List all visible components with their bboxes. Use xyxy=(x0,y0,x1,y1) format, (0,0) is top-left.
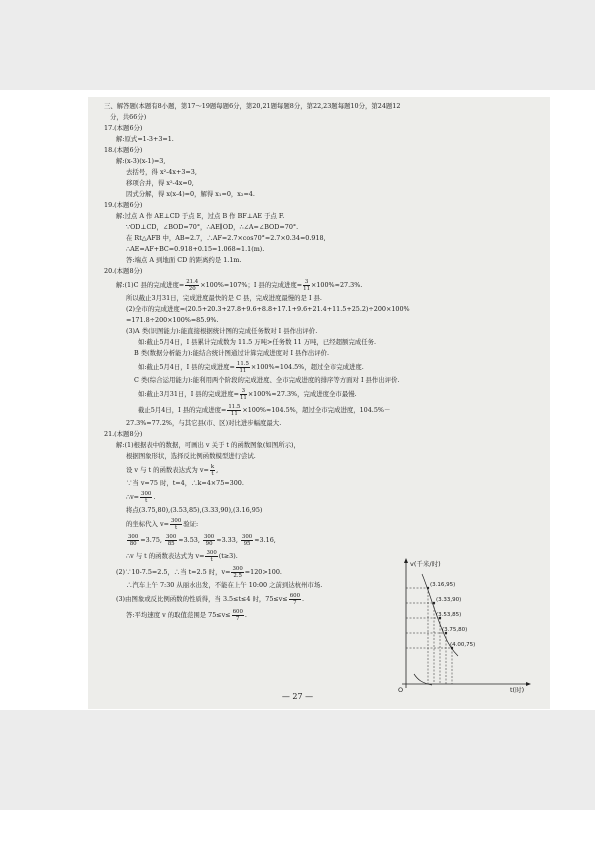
q19-line: 答:端点 A 到地面 CD 的距离约是 1.1m. xyxy=(126,256,242,264)
fraction: $\frac{300}{80}$ xyxy=(128,533,139,547)
page-number: — 27 — xyxy=(281,692,314,701)
q18-line: 因式分解，得 x(x-4)=0，解得 x₁=0，x₂=4. xyxy=(126,190,255,198)
q18-title: 18.(本题6分) xyxy=(104,146,143,154)
q21-line: (3)由图象或反比例函数的性质得，当 3.5≤t≤4 时，75≤v≤ $\frac{600}{7}$ . xyxy=(116,592,305,606)
q18-line: 移项合并，得 x²-4x=0, xyxy=(126,179,194,187)
velocity-time-graph xyxy=(392,556,532,694)
origin-label: O xyxy=(398,686,404,694)
point-group xyxy=(406,642,475,684)
fraction: $\frac{300}{85}$ xyxy=(165,533,177,547)
q21-line: ∴v= $\frac{300}{t}$ . xyxy=(126,490,156,504)
point-label: (4.00,75) xyxy=(450,642,476,648)
q20-line: C 类(综合运用能力):能利用两个阶段的完成进度、全市完成进度的排序等方面对 I 县作出评价. xyxy=(134,376,400,384)
q19-title: 19.(本题6分) xyxy=(104,201,143,209)
q20-title: 20.(本题8分) xyxy=(104,267,143,275)
t-axis-arrow xyxy=(526,682,531,686)
q20-line: 截止5月4日，I 县的完成进度= $\frac{11.5}{11}$ ×100%≈104.5%，超过全市完成进度，104.5%－ xyxy=(138,403,391,417)
q18-line: 解:(x-3)(x-1)=3, xyxy=(116,157,166,165)
top-gray-band xyxy=(0,0,595,90)
point-group xyxy=(406,597,461,684)
q21-line: 将点(3.75,80),(3.53,85),(3.33,90),(3.16,95) xyxy=(126,506,263,514)
fraction: $\frac{3}{11}$ xyxy=(239,387,247,401)
q20-line: (2)全市的完成进度=(20.5+20.3+27.8+9.6+8.8+17.1+9.6+21.4+11.5+25.2)÷200×100% xyxy=(126,305,410,313)
q17-title: 17.(本题6分) xyxy=(104,124,143,132)
fraction: $\frac{21.4}{20}$ xyxy=(186,278,199,292)
fraction: $\frac{300}{95}$ xyxy=(241,533,253,547)
point-label: (3.75,80) xyxy=(442,627,468,633)
q21-line: (2)∵10-7.5=2.5，∴当 t=2.5 时，v= $\frac{300}{2.5}$ =120>100. xyxy=(116,565,282,579)
q20-line: =171.8÷200×100%=85.9%. xyxy=(126,316,219,324)
point-label: (3.16,95) xyxy=(430,582,456,588)
q20-line: (3)A 类(识图能力):能直接根据统计图的完成任务数对 I 县作出评价. xyxy=(126,327,318,335)
bottom-gray-band xyxy=(0,710,595,810)
point-label: (3.33,90) xyxy=(436,597,462,603)
t-axis-label: t(时) xyxy=(510,686,525,694)
q21-line: ∴汽车上午 7:30 从丽水出发，不能在上午 10:00 之前到达杭州市场. xyxy=(126,581,323,589)
fraction: $\frac{600}{7}$ xyxy=(232,608,243,622)
q20-line: 如:截止5月4日，I 县的完成进度= $\frac{11.5}{11}$ ×100%≈104.5%，超过全市完成进度. xyxy=(138,360,364,374)
fraction: $\frac{300}{t}$ xyxy=(170,517,182,531)
answer-content xyxy=(104,101,524,623)
q19-line: 解:过点 A 作 AE⊥CD 于点 E，过点 B 作 BF⊥AE 于点 F. xyxy=(116,212,285,220)
q21-line: ∵当 v=75 时，t=4，∴k=4×75=300. xyxy=(126,479,244,487)
q21-line: ∴v 与 t 的函数表达式为 v= $\frac{300}{t}$ (t≥3). xyxy=(126,549,238,563)
q21-title: 21.(本题8分) xyxy=(104,430,143,438)
q18-line: 去括号，得 x²-4x+3=3, xyxy=(126,168,197,176)
fraction: $\frac{300}{t}$ xyxy=(141,490,152,504)
fraction: $\frac{300}{t}$ xyxy=(206,549,217,563)
fraction: $\frac{300}{90}$ xyxy=(203,533,215,547)
v-axis-label: v(千米/时) xyxy=(410,560,441,568)
q20-line: 27.3%=77.2%，与其它县(市、区)对比进步幅度最大. xyxy=(126,419,282,427)
fraction: $\frac{11.5}{11}$ xyxy=(236,360,249,374)
q17-line: 解:原式=1-3+3=1. xyxy=(116,135,174,143)
q21-line: 的坐标代入 v= $\frac{300}{t}$ 验证: xyxy=(126,517,199,531)
q19-line: ∵OD⊥CD，∠BOD=70°，∴AE∥OD，∴∠A=∠BOD=70°. xyxy=(126,223,299,231)
q21-line: 设 v 与 t 的函数表达式为 v= $\frac{k}{t}$ , xyxy=(126,463,219,477)
q21-line: 解:(1)根据表中的数据，可画出 v 关于 t 的函数图象(如图所示)， xyxy=(116,441,300,449)
fraction: $\frac{11.5}{11}$ xyxy=(228,403,241,417)
curve xyxy=(414,674,432,685)
q20-line: 如:截止5月4日，I 县累计完成数为 11.5 万吨>任务数 11 万吨，已经超额完成任务. xyxy=(138,338,377,346)
v-axis-arrow xyxy=(404,558,408,563)
point-label: (3.53,85) xyxy=(436,612,462,618)
q20-line: 解:(1)C 县的完成进度= $\frac{21.4}{20}$ ×100%=107%；I 县的完成进度= $\frac{3}{11}$ ×100%≈27.3%. xyxy=(116,278,363,292)
q21-line: 根据图象形状，选择反比例函数模型进行尝试. xyxy=(126,452,256,460)
q19-line: 在 Rt△AFB 中，AB=2.7，∴AF=2.7×cos70°=2.7×0.34=0.918, xyxy=(126,234,326,242)
fraction: $\frac{3}{11}$ xyxy=(303,278,310,292)
section-header-cont: 分，共66分) xyxy=(110,113,147,121)
fraction: $\frac{300}{2.5}$ xyxy=(232,565,243,579)
fraction: $\frac{600}{7}$ xyxy=(289,592,301,606)
q20-line: B 类(数据分析能力):能结合统计图通过计算完成进度对 I 县作出评价. xyxy=(134,349,330,357)
q20-line: 所以截止3月31日，完成进度最快的是 C 县，完成进度最慢的是 I 县. xyxy=(126,294,322,302)
section-header: 三、解答题(本题有8小题，第17～19题每题6分，第20,21题每题8分，第22,23题每题10分，第24题12 xyxy=(104,102,401,110)
q21-check-line: $\frac{300}{80}$ =3.75, $\frac{300}{85}$ ≈3.53, $\frac{300}{90}$ ≈3.33, $\frac{300}{95}$ ≈3.16, xyxy=(128,533,276,547)
fraction: $\frac{k}{t}$ xyxy=(210,463,215,477)
q20-line: 如:截止3月31日，I 县的完成进度= $\frac{3}{11}$ ×100%≈27.3%，完成进度全市最慢. xyxy=(138,387,357,401)
data-point xyxy=(433,602,435,604)
q21-line: 答:平均速度 v 的取值范围是 75≤v≤ $\frac{600}{7}$ . xyxy=(126,608,247,622)
q19-line: ∴AE=AF+BC=0.918+0.15=1.068≈1.1(m). xyxy=(126,245,265,253)
